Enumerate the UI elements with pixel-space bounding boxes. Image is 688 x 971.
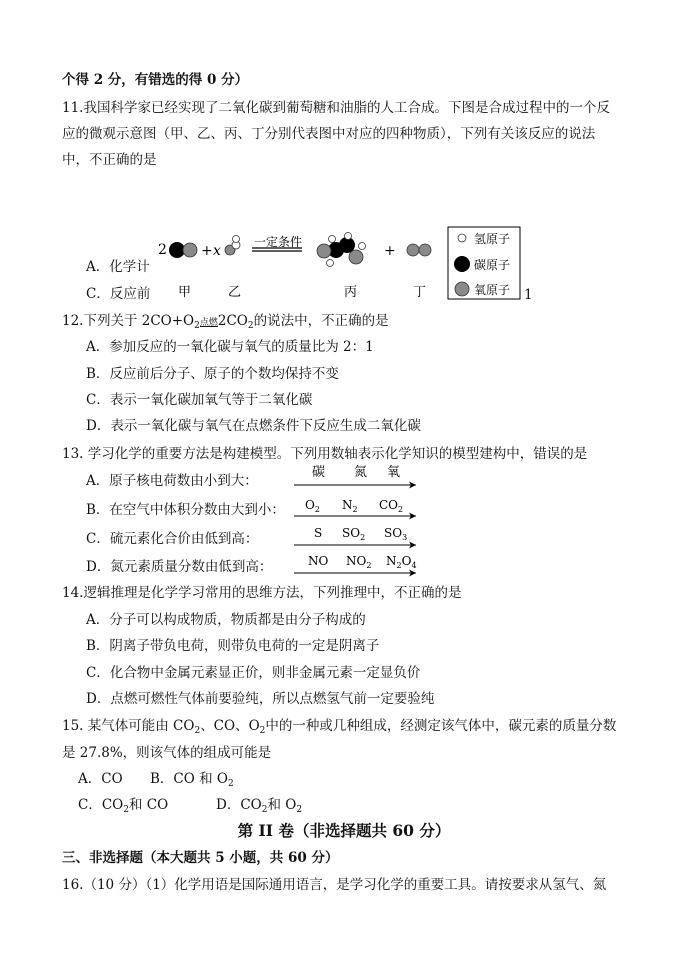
coef-yi: x — [213, 243, 221, 259]
q15-stem-part-b: 、CO、O — [200, 718, 260, 734]
legend-oxygen: 氧原子 — [474, 283, 511, 297]
legend-oxygen-swatch — [455, 282, 469, 296]
q12-option-d: D．表示一氧化碳与氧气在点燃条件下反应生成二氧化碳 — [86, 418, 421, 434]
q12-condition: 点燃 — [199, 318, 218, 328]
q12-stem-part-b: 2CO — [217, 313, 248, 329]
q11-stem-line1: 11.我国科学家已经实现了二氧化碳到葡萄糖和油脂的人工合成。下图是合成过程中的一个反 — [62, 100, 610, 116]
axis-a-item-2: 氮 — [354, 465, 368, 480]
q14-option-d: D．点燃可燃性气体前要验纯，所以点燃氢气前一定要验纯 — [86, 691, 435, 707]
q14-option-b: B．阴离子带负电荷，则带负电荷的一定是阴离子 — [86, 638, 380, 654]
legend-carbon: 碳原子 — [474, 258, 511, 272]
plus-1: + — [201, 243, 213, 259]
legend-carbon-swatch — [454, 256, 470, 272]
axis-c-item-3: $SO_3$ — [384, 526, 408, 542]
q12-stem-sub2: 2 — [247, 321, 254, 331]
q15-option-a: A．CO — [78, 771, 123, 787]
section3-heading: 三、非选择题（本大题共 5 小题，共 60 分） — [62, 850, 339, 866]
q12-option-b: B．反应前后分子、原子的个数均保持不变 — [86, 366, 339, 382]
q15-option-b — [150, 771, 234, 787]
label-ding: 丁 — [413, 285, 427, 300]
plus-2: + — [384, 243, 396, 259]
label-yi: 乙 — [228, 285, 242, 300]
q15-option-d-sub-1: 2 — [261, 805, 268, 815]
q15-stem-part-c: 中的一种或几种组成，经测定该气体中，碳元素的质量分数 — [265, 718, 617, 734]
legend-hydrogen-swatch — [458, 234, 466, 242]
q15-option-b-text: B．CO 和 O — [150, 771, 228, 787]
axis-b-item-1: $O_2$ — [305, 498, 320, 514]
q13-stem: 13. 学习化学的重要方法是构建模型。下列用数轴表示化学知识的模型建构中，错误的是 — [62, 446, 588, 462]
q14-option-a: A．分子可以构成物质，物质都是由分子构成的 — [86, 612, 366, 628]
q11-trailing: 1 — [524, 287, 533, 303]
q15-option-d-part-a: D．CO — [216, 797, 262, 813]
label-bing: 丙 — [344, 285, 358, 300]
molecule-bing — [317, 233, 366, 267]
q13-axis-c — [290, 523, 424, 551]
q15-sub-b: 2 — [259, 726, 266, 736]
q11-reaction-diagram — [150, 224, 688, 304]
q12-option-c: C．表示一氧化碳加氧气等于二氧化碳 — [86, 392, 313, 408]
q12-stem — [62, 313, 389, 331]
q15-stem-line1 — [62, 718, 616, 734]
q12-option-a: A．参加反应的一氧化碳与氧气的质量比为 2：1 — [86, 339, 374, 355]
q15-option-d-sub-2: 2 — [296, 805, 303, 815]
molecule-jia — [169, 242, 197, 258]
q15-sub-a: 2 — [194, 726, 201, 736]
q15-option-c-part-b: 和 CO — [128, 797, 169, 813]
molecule-yi — [225, 236, 240, 256]
q13-axis-a — [290, 464, 424, 492]
q11-option-a: A．化学计 — [86, 259, 150, 275]
q15-option-c — [78, 797, 168, 813]
axis-c-item-1: S — [314, 526, 323, 540]
q15-option-c-part-a: C．CO — [78, 797, 124, 813]
q15-option-d — [216, 797, 302, 813]
axis-a-item-1: 碳 — [312, 465, 326, 480]
axis-a-item-3: 氧 — [387, 465, 401, 480]
part2-title: 第 II 卷（非选择题共 60 分） — [237, 821, 451, 840]
axis-d-item-3: $N_2O_4$ — [386, 554, 417, 570]
q15-option-b-sub: 2 — [227, 779, 234, 789]
q11-stem-line3: 中，不正确的是 — [62, 152, 157, 168]
q13-option-c: C．硫元素化合价由低到高： — [86, 531, 259, 547]
q13-option-a: A．原子核电荷数由小到大： — [86, 473, 258, 489]
reaction-condition: 一定条件 — [254, 235, 303, 249]
q13-axis-d — [290, 551, 424, 579]
molecule-ding — [407, 244, 431, 256]
q15-option-d-part-b: 和 O — [267, 797, 297, 813]
axis-c-item-2: $SO_2$ — [342, 526, 366, 542]
q13-option-d: D．氮元素质量分数由低到高： — [86, 559, 273, 575]
q15-stem-line2: 是 27.8%，则该气体的组成可能是 — [62, 745, 272, 761]
legend-hydrogen: 氢原子 — [474, 232, 511, 246]
q12-stem-part-c: 的说法中，不正确的是 — [253, 313, 389, 329]
label-jia: 甲 — [178, 285, 192, 300]
q13-option-b: B．在空气中体积分数由大到小： — [86, 502, 285, 518]
axis-b-item-3: $CO_2$ — [379, 498, 404, 514]
q12-stem-sub1: 2 — [194, 321, 200, 331]
q14-option-c: C．化合物中金属元素显正价，则非金属元素一定显负价 — [86, 665, 421, 681]
q12-stem-part-a: 12.下列关于 2CO+O — [62, 313, 195, 329]
q14-stem: 14.逻辑推理是化学学习常用的思维方法，下列推理中，不正确的是 — [62, 585, 462, 601]
section-intro: 个得 2 分，有错选的得 0 分） — [62, 72, 249, 88]
q11-option-c: C．反应前 — [86, 286, 151, 302]
axis-b-item-2: $N_2$ — [342, 498, 358, 514]
axis-d-item-2: $NO_2$ — [346, 554, 372, 570]
axis-d-item-1: NO — [308, 554, 329, 568]
q15-option-c-sub: 2 — [123, 805, 129, 815]
q11-stem-line2: 应的微观示意图（甲、乙、丙、丁分别代表图中对应的四种物质），下列有关该反应的说法 — [62, 126, 596, 142]
q15-stem-part-a: 15. 某气体可能由 CO — [62, 718, 195, 734]
q16-stem: 16.（10 分）（1）化学用语是国际通用语言，是学习化学的重要工具。请按要求从氢气、氮 — [62, 877, 607, 893]
coef-jia: 2 — [158, 242, 167, 258]
q13-axis-b — [290, 494, 424, 522]
